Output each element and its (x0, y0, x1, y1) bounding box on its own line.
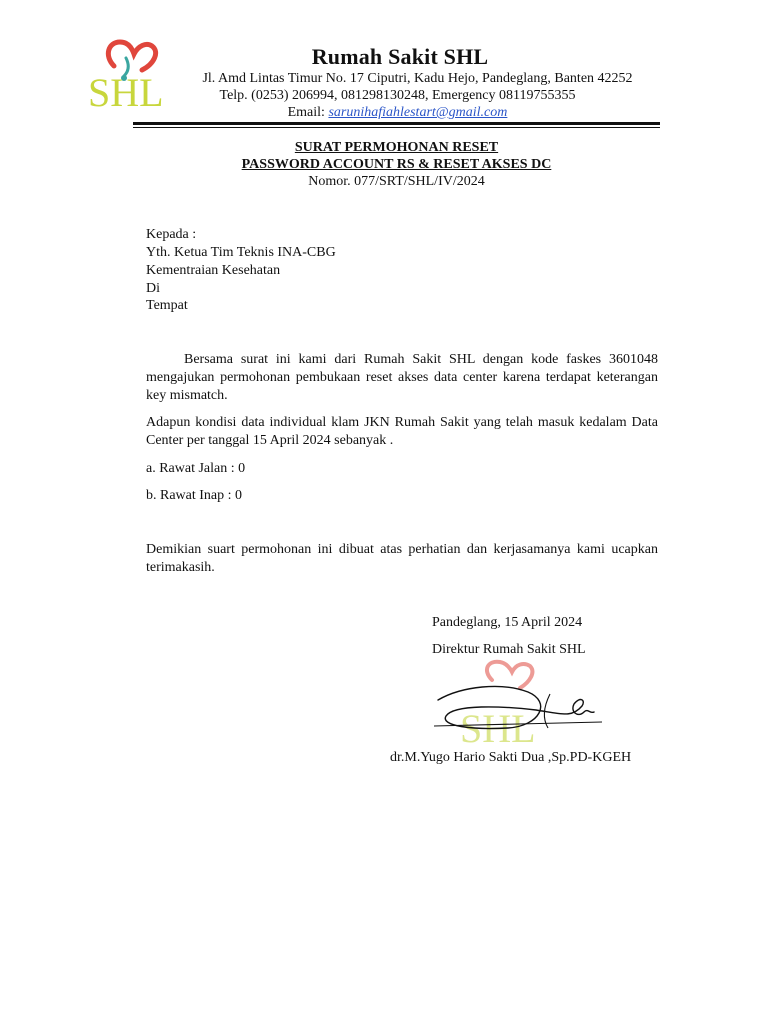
recipient-line2: Kementraian Kesehatan (146, 263, 281, 278)
letter-number: Nomor. 077/SRT/SHL/IV/2024 (308, 174, 485, 189)
recipient-salutation: Kepada : (146, 227, 197, 242)
closing-paragraph: Demikian suart permohonan ini dibuat atas perhatian dan kerjasamanya kami ucapkan terimakasih. (146, 542, 658, 575)
logo-text: SHL (88, 70, 164, 112)
letterhead-divider-thin (133, 127, 660, 128)
letterhead-divider (133, 122, 660, 125)
recipient-line4: Tempat (146, 298, 188, 313)
item-rawat-inap: b. Rawat Inap : 0 (146, 488, 243, 503)
body-paragraph-1: Bersama surat ini kami dari Rumah Sakit SHL dengan kode faskes 3601048 mengajukan permohonan pembukaan reset akses data center karena terdapat keterangan key mismatch. (146, 352, 658, 403)
recipient-line1: Yth. Ketua Tim Teknis INA-CBG (146, 245, 336, 260)
place-date: Pandeglang, 15 April 2024 (432, 615, 583, 630)
letter-title-line1: SURAT PERMOHONAN RESET (294, 140, 499, 155)
signer-position: Direktur Rumah Sakit SHL (432, 642, 586, 657)
recipient-line3: Di (146, 281, 160, 296)
hospital-name: Rumah Sakit SHL (311, 44, 489, 69)
hospital-phone: Telp. (0253) 206994, 081298130248, Emergency 08119755355 (219, 88, 576, 103)
hospital-email-line (150, 105, 645, 121)
signer-name: dr.M.Yugo Hario Sakti Dua ,Sp.PD-KGEH (390, 750, 632, 765)
email-label: Email: (287, 105, 329, 120)
hospital-address: Jl. Amd Lintas Timur No. 17 Ciputri, Kadu Hejo, Pandeglang, Banten 42252 (202, 71, 633, 86)
letter-title-line2: PASSWORD ACCOUNT RS & RESET AKSES DC (241, 157, 552, 172)
body-paragraph-2: Adapun kondisi data individual klam JKN Rumah Sakit yang telah masuk kedalam Data Center per tanggal 15 April 2024 sebanyak . (146, 415, 658, 448)
signature-stamp (432, 656, 607, 746)
stamp-text: SHL (460, 706, 536, 746)
item-rawat-jalan: a. Rawat Jalan : 0 (146, 461, 246, 476)
email-link[interactable]: sarunihafiahlestart@gmail.com (328, 105, 508, 120)
